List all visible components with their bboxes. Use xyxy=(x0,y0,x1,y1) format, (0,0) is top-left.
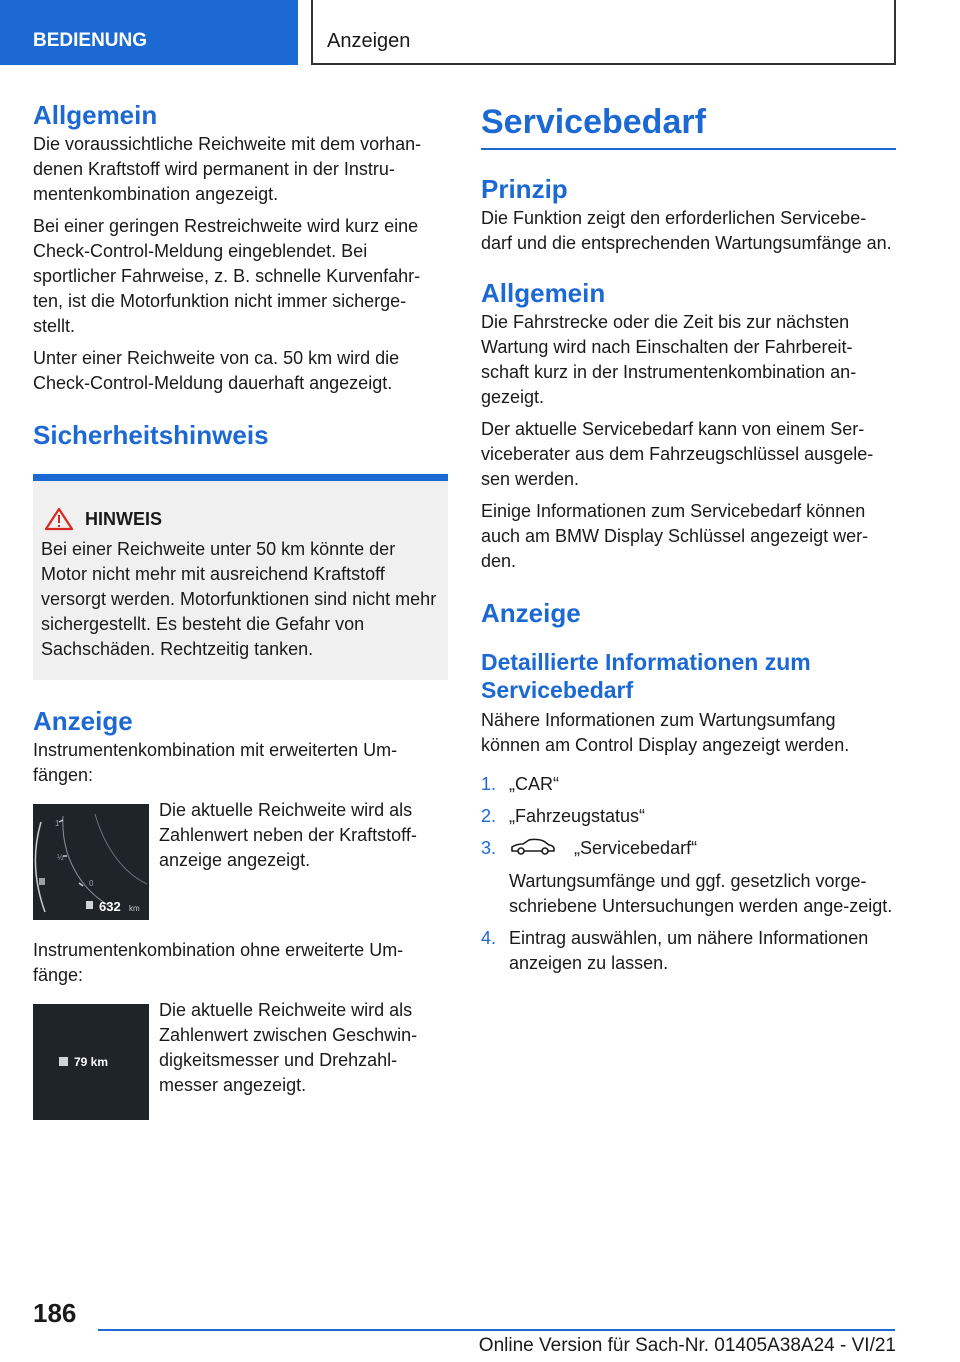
notice-text: Bei einer Reichweite unter 50 km könnte der Motor nicht mehr mit ausreichend Kraftstoff versorgt werden. Motorfunktionen sind nicht mehr sichergestellt. Es besteht die Gefahr von Sachschäden. Rechtzeitig tanken. xyxy=(41,539,437,659)
fuel-range-icon xyxy=(59,1057,68,1066)
step-number: 4. xyxy=(481,928,497,948)
step-number: 1. xyxy=(481,774,497,794)
detail-heading: Detaillierte Informationen zum Servicebedarf xyxy=(481,649,811,703)
page-number: 186 xyxy=(33,1298,77,1328)
allgemein-heading: Allgemein xyxy=(33,100,158,130)
tick-label-1: 1 xyxy=(55,819,60,828)
allgemein-paragraph-2: Bei einer geringen Restreichweite wird kurz eine Check-Control-Meldung eingeblendet. Bei sportlicher Fahrweise, z. B. schnelle Kurvenfahr-ten, ist die Motorfunktion nicht immer sicherge-stellt. xyxy=(33,216,421,336)
anzeige-heading-right: Anzeige xyxy=(481,598,581,628)
prinzip-paragraph: Die Funktion zeigt den erforderlichen Servicebe-darf und die entsprechenden Wartungsumfänge an. xyxy=(481,208,892,253)
tick-label-0: 0 xyxy=(89,879,94,888)
extended-display-row xyxy=(33,798,448,920)
extended-intro: Instrumentenkombination mit erweiterten Um-fängen: xyxy=(33,740,398,785)
step-text: „Fahrzeugstatus“ xyxy=(509,806,646,826)
tick-label-half: ½ xyxy=(57,853,64,862)
extended-cluster-graphic xyxy=(33,804,149,920)
step-sub-text: Wartungsumfänge und ggf. gesetzlich vorge-schriebene Untersuchungen werden ange-zeigt. xyxy=(509,871,893,916)
detail-paragraph: Nähere Informationen zum Wartungsumfang können am Control Display angezeigt werden. xyxy=(481,710,850,755)
fuel-pump-icon-small xyxy=(39,878,45,885)
safety-heading: Sicherheitshinweis xyxy=(33,420,269,450)
fuel-range-icon xyxy=(86,901,93,909)
extended-cluster-image xyxy=(33,804,149,920)
allgemein-paragraph-1: Die voraussichtliche Reichweite mit dem vorhan-denen Kraftstoff wird permanent in der Instru-mentenkombination angezeigt. xyxy=(33,134,422,204)
footer-rule xyxy=(98,1329,895,1331)
allgemein-right-paragraph-1: Die Fahrstrecke oder die Zeit bis zur nächsten Wartung wird nach Einschalten der Fahrbereit-schaft kurz in der Instrumentenkombination an-gezeigt. xyxy=(481,312,857,407)
step-number: 3. xyxy=(481,838,497,858)
right-column xyxy=(481,98,896,983)
basic-cluster-image xyxy=(33,1004,149,1120)
step-number: 2. xyxy=(481,806,497,826)
car-service-icon xyxy=(509,837,557,857)
range-unit: km xyxy=(129,904,140,913)
notice-box xyxy=(33,481,448,680)
chapter-label: Anzeigen xyxy=(327,30,411,52)
step-text: Eintrag auswählen, um nähere Informationen anzeigen zu lassen. xyxy=(509,928,869,973)
left-column xyxy=(33,98,448,1120)
prinzip-heading: Prinzip xyxy=(481,174,568,204)
warning-triangle-icon xyxy=(41,507,77,531)
notice-label: HINWEIS xyxy=(85,508,163,529)
allgemein-right-paragraph-2: Der aktuelle Servicebedarf kann von einem Ser-viceberater aus dem Fahrzeugschlüssel ausgele-sen werden. xyxy=(481,419,874,489)
list-item xyxy=(481,836,896,919)
basic-cluster-graphic xyxy=(33,1004,149,1120)
step-line xyxy=(509,836,896,861)
extended-text: Die aktuelle Reichweite wird als Zahlenwert neben der Kraftstoff-anzeige angezeigt. xyxy=(159,800,417,870)
chapter-tab xyxy=(311,0,896,65)
allgemein-heading-right: Allgemein xyxy=(481,278,606,308)
range-reading: 632 xyxy=(99,899,121,914)
step-text: „CAR“ xyxy=(509,774,559,794)
allgemein-paragraph-3: Unter einer Reichweite von ca. 50 km wird die Check-Control-Meldung dauerhaft angezeigt. xyxy=(33,348,400,393)
title-rule xyxy=(481,98,896,150)
basic-text: Die aktuelle Reichweite wird als Zahlenwert zwischen Geschwin-digkeitsmesser und Drehzahl-messer angezeigt. xyxy=(159,1000,418,1095)
list-item xyxy=(481,804,896,829)
basic-intro: Instrumentenkombination ohne erweiterte Um-fänge: xyxy=(33,940,404,985)
section-tab xyxy=(0,0,298,65)
list-item xyxy=(481,772,896,797)
anzeige-heading: Anzeige xyxy=(33,706,133,736)
allgemein-right-paragraph-3: Einige Informationen zum Servicebedarf können auch am BMW Display Schlüssel angezeigt wer-den. xyxy=(481,501,869,571)
basic-display-row xyxy=(33,998,448,1120)
footer-text: Online Version für Sach-Nr. 01405A38A24 - VI/21 xyxy=(478,1335,896,1356)
step-body xyxy=(509,836,896,919)
notice-header xyxy=(41,507,440,531)
steps-list xyxy=(481,772,896,976)
service-title: Servicebedarf xyxy=(481,103,706,141)
list-item xyxy=(481,926,896,976)
section-label: BEDIENUNG xyxy=(33,30,148,51)
range-reading: 79 km xyxy=(74,1055,109,1069)
step-text: „Servicebedarf“ xyxy=(574,838,698,858)
notice-rule xyxy=(33,474,448,481)
